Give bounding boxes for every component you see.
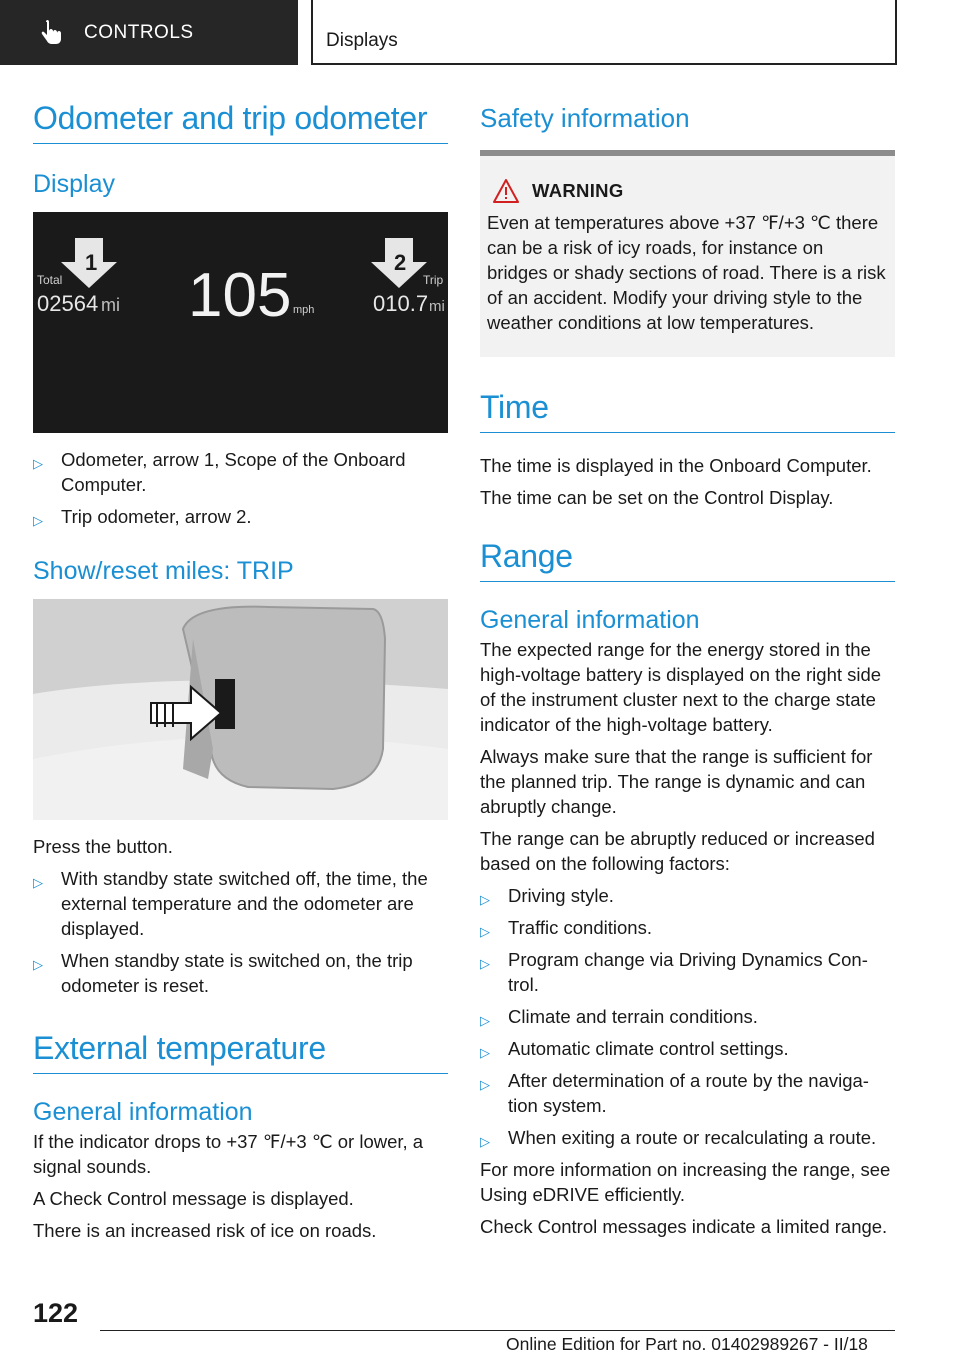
range-paragraph-2: Always make sure that the range is sufficient for the planned trip. The range is dynamic and can abruptly change. [480, 746, 873, 817]
speed-value: 105 [188, 261, 292, 330]
triangle-bullet-icon: ▷ [33, 875, 43, 890]
arrow-2-number: 2 [394, 250, 407, 275]
edition-text: Online Edition for Part no. 01402989267 - II/18 [506, 1334, 868, 1354]
range-paragraph-5: Check Control messages indicate a limited range. [480, 1216, 888, 1237]
warning-title: WARNING [532, 180, 624, 201]
instrument-cluster-image [33, 212, 448, 433]
list-item: ▷ Driving style. [480, 883, 895, 908]
triangle-bullet-icon: ▷ [480, 1134, 490, 1149]
ext-general-heading: General information [33, 1098, 253, 1126]
list-item: ▷ With standby state switched off, the time, the external temperature and the odometer are displayed. [33, 868, 428, 939]
list-item: ▷ After determination of a route by the naviga-tion system. [480, 1070, 869, 1116]
range-paragraph-1: The expected range for the energy stored in the high-voltage battery is displayed on the right side of the instrument cluster next to the charge state indicator of the high-voltage battery. [480, 639, 882, 735]
range-factors-list [480, 883, 895, 1150]
warning-box [480, 150, 895, 357]
list-item: ▷ Odometer, arrow 1, Scope of the Onboard Computer. [33, 449, 406, 495]
list-item: ▷ When standby state is switched on, the trip odometer is reset. [33, 950, 413, 996]
triangle-bullet-icon: ▷ [33, 513, 43, 528]
time-paragraph-2: The time can be set on the Control Display. [480, 487, 834, 508]
range-paragraph-4: For more information on increasing the range, see Using eDRIVE efficiently. [480, 1159, 891, 1205]
warning-header [487, 178, 887, 204]
range-title: Range [480, 538, 895, 582]
warning-text: Even at temperatures above +37 ℉/+3 ℃ there can be a risk of icy roads, for instance on bridges or shady sections of road. There is a risk of an accident. Modify your driving style to the weather conditions at low temperatures. [487, 212, 886, 333]
section-label: CONTROLS [84, 21, 194, 43]
odometer-title: Odometer and trip odometer [33, 100, 448, 144]
list-item: ▷ Automatic climate control settings. [480, 1036, 895, 1061]
list-item: ▷ When exiting a route or recalculating a route. [480, 1125, 895, 1150]
triangle-bullet-icon: ▷ [480, 1045, 490, 1060]
list-item: ▷ Program change via Driving Dynamics Con-trol. [480, 949, 868, 995]
ext-paragraph-1: If the indicator drops to +37 ℉/+3 ℃ or lower, a signal sounds. [33, 1131, 424, 1177]
footer-divider [100, 1330, 895, 1331]
trip-value: 010.7 [373, 291, 429, 316]
ext-temp-title: External temperature [33, 1030, 448, 1074]
chapter-label: Displays [326, 30, 398, 51]
range-general-heading: General information [480, 606, 700, 634]
list-item: ▷ Climate and terrain conditions. [480, 1004, 895, 1029]
reset-list [33, 866, 448, 998]
triangle-bullet-icon: ▷ [480, 956, 490, 971]
speed-unit: mph [293, 304, 315, 316]
page-number: 122 [33, 1298, 79, 1328]
section-tab [0, 0, 298, 65]
press-text: Press the button. [33, 836, 173, 857]
triangle-bullet-icon: ▷ [480, 1013, 490, 1028]
total-unit: mi [101, 295, 120, 315]
pointing-hand-icon [38, 20, 64, 46]
warning-triangle-icon [492, 178, 520, 204]
time-title: Time [480, 389, 895, 433]
safety-title: Safety information [480, 103, 690, 133]
total-label: Total [37, 273, 63, 287]
right-column [480, 103, 895, 1246]
triangle-bullet-icon: ▷ [33, 957, 43, 972]
list-item: ▷ Trip odometer, arrow 2. [33, 504, 448, 529]
chapter-header [311, 0, 897, 65]
triangle-bullet-icon: ▷ [480, 892, 490, 907]
triangle-bullet-icon: ▷ [33, 456, 43, 471]
triangle-bullet-icon: ▷ [480, 1077, 490, 1092]
time-paragraph-1: The time is displayed in the Onboard Computer. [480, 455, 872, 476]
trip-label: Trip [423, 273, 444, 287]
left-column [33, 100, 448, 1250]
trip-unit: mi [429, 298, 445, 315]
display-heading: Display [33, 170, 115, 198]
triangle-bullet-icon: ▷ [480, 924, 490, 939]
range-paragraph-3: The range can be abruptly reduced or increased based on the following factors: [480, 828, 875, 874]
total-value: 02564 [37, 291, 99, 316]
ext-paragraph-3: There is an increased risk of ice on roads. [33, 1220, 377, 1241]
reset-heading: Show/reset miles: TRIP [33, 557, 294, 585]
display-list [33, 447, 448, 529]
list-item: ▷ Traffic conditions. [480, 915, 895, 940]
trip-button-photo [33, 599, 448, 820]
ext-paragraph-2: A Check Control message is displayed. [33, 1188, 354, 1209]
arrow-1-number: 1 [85, 250, 98, 275]
